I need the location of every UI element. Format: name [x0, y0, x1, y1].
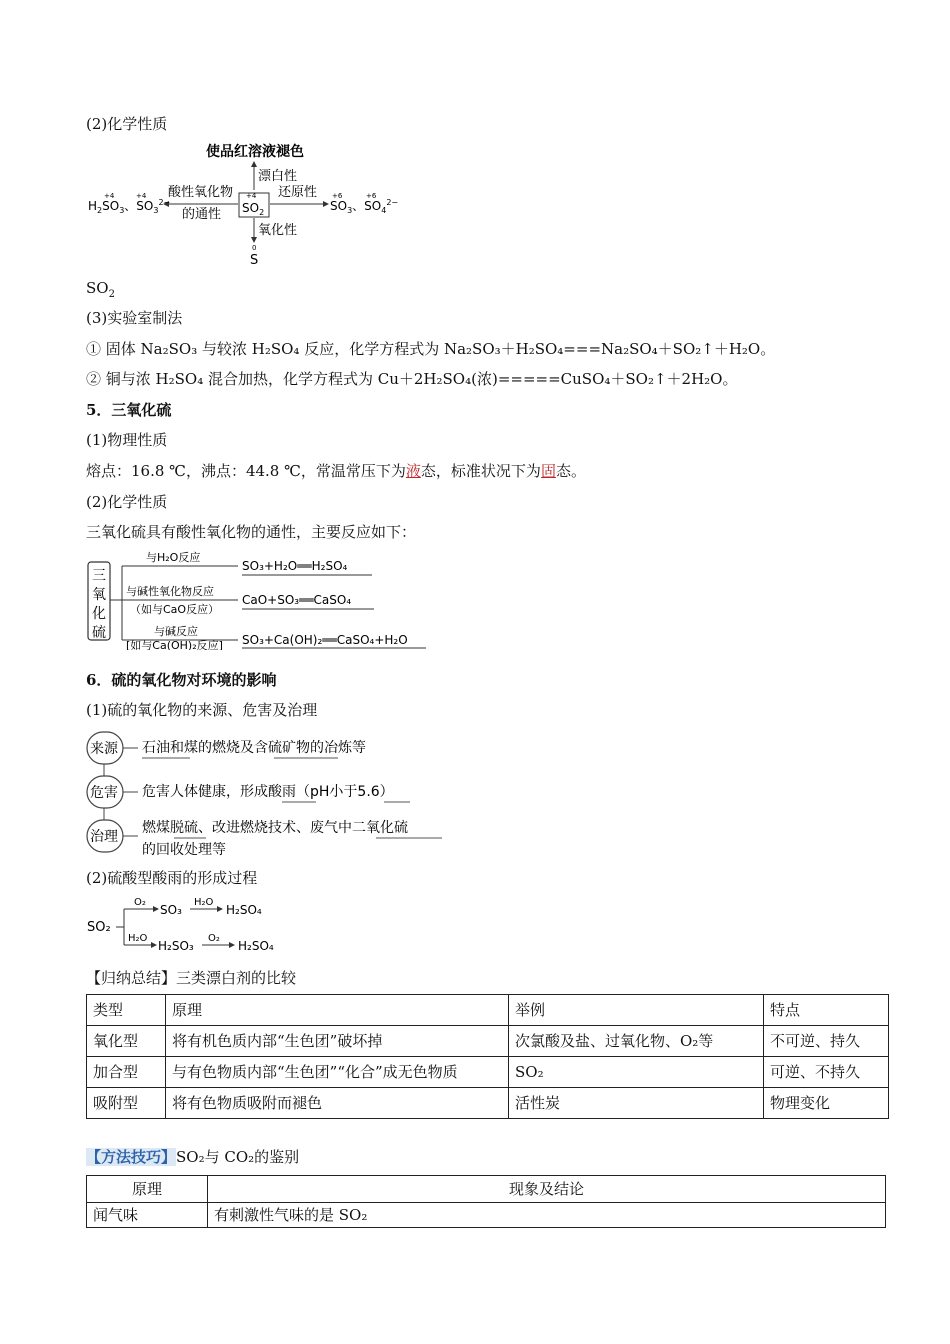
svg-text:+4: +4: [136, 192, 147, 200]
r2-label: 与碱性氧化物反应: [126, 585, 214, 598]
r3-eq: SO₃+Ca(OH)₂══CaSO₄+H₂O: [242, 633, 408, 647]
svg-text:三: 三: [92, 568, 106, 584]
table-row: 加合型 与有色物质内部“生色团”“化合”成无色物质 SO₂ 可逆、不持久: [87, 1057, 889, 1088]
table-header-row: 原理 现象及结论: [87, 1176, 886, 1203]
source-key: 来源: [90, 741, 118, 757]
table-header-row: 类型 原理 举例 特点: [87, 995, 889, 1026]
diagram1-top-label: 使品红溶液褪色: [206, 144, 304, 160]
liquid-answer: 液: [405, 462, 421, 480]
table-row: 氧化型 将有机色质内部“生色团”破坏掉 次氯酸及盐、过氧化物、O₂等 不可逆、持久: [87, 1026, 889, 1057]
so2-chem-title: (2)化学性质: [86, 115, 168, 133]
diagram1-caption: $SO_2$: [86, 279, 115, 300]
diagram1-right-products: $SO_3$、$SO_4^{2-}$: [330, 198, 399, 215]
diagram1-left-products: $H_2SO_3$、$SO_3^{2-}$: [88, 198, 171, 215]
svg-text:O₂: O₂: [134, 897, 146, 908]
treatment-value-2: 的回收处理等: [142, 842, 226, 858]
acid-rain-diagram: [86, 893, 306, 955]
method-heading: 【方法技巧】SO₂与 CO₂的鉴别: [86, 1148, 300, 1166]
svg-text:H₂O: H₂O: [128, 933, 148, 944]
table-row: 闻气味 有刺激性气味的是 SO₂: [87, 1203, 886, 1228]
svg-text:+4: +4: [246, 192, 257, 200]
treatment-key: 治理: [90, 829, 118, 845]
sec6-sub2: (2)硫酸型酸雨的形成过程: [86, 869, 258, 887]
bleach-comparison-table: [86, 994, 889, 1119]
svg-text:H₂O: H₂O: [194, 897, 214, 908]
svg-text:0: 0: [252, 244, 257, 252]
identification-table: [86, 1175, 886, 1228]
treatment-value-1: 燃煤脱硫、改进燃烧技术、废气中二氧化硫: [142, 820, 408, 836]
svg-text:硫: 硫: [92, 625, 106, 641]
r3-label: 与碱反应: [154, 625, 198, 638]
svg-text:氧: 氧: [92, 587, 106, 603]
harm-key: 危害: [90, 785, 118, 801]
section-6-title: 6．硫的氧化物对环境的影响: [86, 671, 277, 689]
diagram1-acid-2: 的通性: [182, 207, 222, 222]
svg-text:化: 化: [92, 606, 106, 622]
harm-value: 危害人体健康，形成酸雨（pH小于5.6）: [142, 784, 394, 800]
so2-environment-diagram: [86, 728, 466, 858]
svg-text:O₂: O₂: [208, 933, 220, 944]
r1-label: 与H₂O反应: [146, 551, 201, 564]
lab-method-1: ① 固体 Na₂SO₃ 与较浓 H₂SO₄ 反应，化学方程式为 Na₂SO₃＋H₂SO₄===Na₂SO₄＋SO₂↑＋H₂O。: [86, 340, 776, 358]
diagram1-reduce: 还原性: [278, 185, 318, 200]
source-value: 石油和煤的燃烧及含硫矿物的冶炼等: [142, 740, 366, 756]
svg-text:+4: +4: [104, 192, 115, 200]
diagram1-oxid: 氧化性: [258, 223, 298, 238]
path1-end: H₂SO₄: [226, 903, 262, 917]
path2-end: H₂SO₄: [238, 939, 274, 953]
diagram1-bottom: S: [250, 253, 259, 268]
table-row: 吸附型 将有色物质吸附而褪色 活性炭 物理变化: [87, 1088, 889, 1119]
r2-sub: （如与CaO反应）: [130, 603, 220, 616]
r1-eq: SO₃+H₂O══H₂SO₄: [242, 559, 348, 573]
diagram1-center: $SO_2$: [242, 201, 265, 217]
so3-phys-title: (1)物理性质: [86, 431, 168, 449]
lab-title: (3)实验室制法: [86, 309, 183, 327]
solid-answer: 固: [540, 462, 556, 480]
sec6-sub1: (1)硫的氧化物的来源、危害及治理: [86, 701, 318, 719]
so2-property-diagram: [86, 138, 406, 270]
path1-mid: SO₃: [160, 903, 182, 917]
method-tag: 【方法技巧】: [86, 1148, 177, 1166]
lab-method-2: ② 铜与浓 H₂SO₄ 混合加热，化学方程式为 Cu＋2H₂SO₄(浓)=====CuSO₄＋SO₂↑＋2H₂O。: [86, 370, 738, 388]
r2-eq: CaO+SO₃══CaSO₄: [242, 593, 352, 607]
so3-phys-props: 熔点：16.8 ℃，沸点：44.8 ℃，常温常压下为液态，标准状况下为固态。: [86, 462, 586, 480]
svg-text:+6: +6: [332, 192, 343, 200]
summary-heading: 【归纳总结】三类漂白剂的比较: [86, 969, 297, 987]
r3-sub: [如与Ca(OH)₂反应]: [126, 639, 223, 650]
so3-chem-desc: 三氧化硫具有酸性氧化物的通性，主要反应如下：: [86, 523, 417, 541]
diagram1-bleach: 漂白性: [258, 169, 298, 184]
path2-mid: H₂SO₃: [158, 939, 194, 953]
section-5-title: 5．三氧化硫: [86, 401, 172, 419]
so3-reaction-diagram: [86, 548, 446, 650]
start-so2: SO₂: [87, 920, 111, 935]
diagram1-acid-1: 酸性氧化物: [168, 185, 234, 200]
so3-chem-title: (2)化学性质: [86, 493, 168, 511]
svg-text:+6: +6: [366, 192, 377, 200]
